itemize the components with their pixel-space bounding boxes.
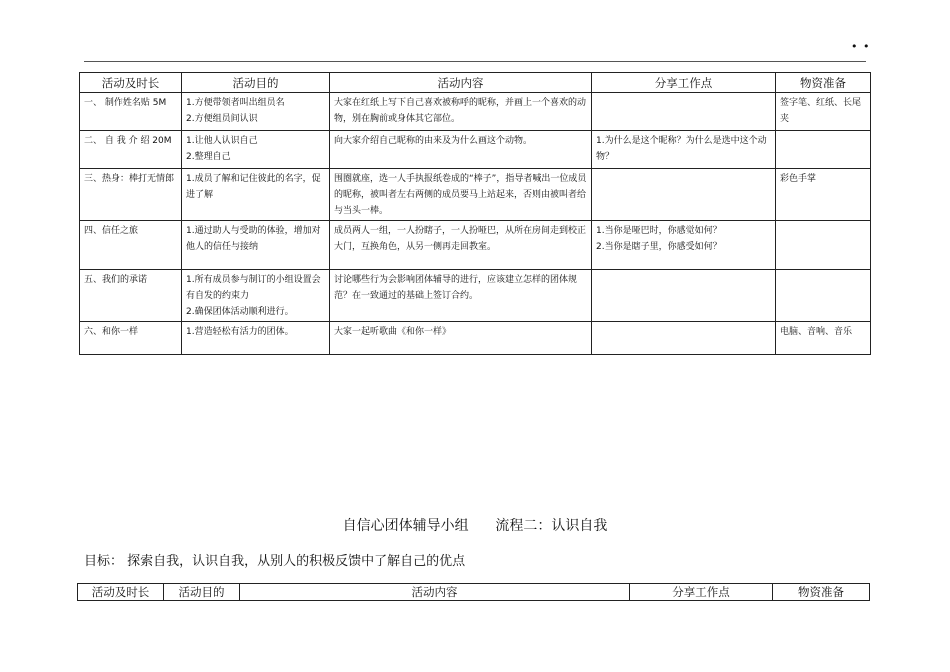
- cell-time: 四、信任之旅: [80, 221, 182, 270]
- header-time: 活动及时长: [80, 73, 182, 93]
- table-header-row: [78, 584, 870, 601]
- cell-purpose: 1.成员了解和记住彼此的名字，促进了解: [182, 169, 330, 221]
- cell-purpose: 1.方便带领者叫出组员名 2.方便组员间认识: [182, 93, 330, 131]
- cell-materials: 电脑、音响、音乐: [776, 322, 871, 355]
- cell-content: 大家一起听歌曲《和你一样》: [330, 322, 592, 355]
- cell-materials: [776, 270, 871, 322]
- cell-materials: [776, 221, 871, 270]
- table-header-row: [80, 73, 871, 93]
- table-row: [80, 322, 871, 355]
- cell-purpose: 1.让他人认识自己 2.整理自己: [182, 131, 330, 169]
- page-marker-dots: • •: [851, 40, 871, 53]
- header-purpose: 活动目的: [164, 584, 240, 601]
- header-materials: 物资准备: [776, 73, 871, 93]
- table-row: [80, 131, 871, 169]
- cell-share: 1.当你是哑巴时，你感觉如何？ 2.当你是瞎子里，你感受如何？: [592, 221, 776, 270]
- header-share: 分享工作点: [630, 584, 773, 601]
- cell-purpose: 1.营造轻松有活力的团体。: [182, 322, 330, 355]
- header-purpose: 活动目的: [182, 73, 330, 93]
- cell-share: [592, 169, 776, 221]
- cell-time: 一、 制作姓名贴 5M: [80, 93, 182, 131]
- cell-share: [592, 270, 776, 322]
- section-title: 自信心团体辅导小组 流程二：认识自我: [342, 518, 608, 534]
- table-row: [80, 221, 871, 270]
- cell-time: 六、和你一样: [80, 322, 182, 355]
- header-content: 活动内容: [330, 73, 592, 93]
- cell-content: 讨论哪些行为会影响团体辅导的进行，应该建立怎样的团体规范？在一致通过的基础上签订合约。: [330, 270, 592, 322]
- cell-time: 二、 自 我 介 绍 20M: [80, 131, 182, 169]
- cell-share: [592, 322, 776, 355]
- header-rule: [84, 61, 866, 62]
- table-row: [80, 93, 871, 131]
- table-row: [80, 270, 871, 322]
- header-share: 分享工作点: [592, 73, 776, 93]
- cell-materials: [776, 131, 871, 169]
- activity-table-2: [77, 583, 870, 601]
- cell-content: 围圈就座，选一人手执报纸卷成的“棒子”，指导者喊出一位成员的昵称，被叫者左右两侧的成员要马上站起来，否则由被叫者给与当头一棒。: [330, 169, 592, 221]
- cell-time: 三、热身：棒打无情郎: [80, 169, 182, 221]
- table-row: [80, 169, 871, 221]
- section-goal: 目标： 探索自我，认识自我，从别人的积极反馈中了解自己的优点: [84, 554, 466, 569]
- header-content: 活动内容: [240, 584, 630, 601]
- header-time: 活动及时长: [78, 584, 164, 601]
- cell-materials: 彩色手掌: [776, 169, 871, 221]
- cell-content: 成员两人一组，一人扮瞎子，一人扮哑巴，从所在房间走到校正大门，互换角色，从另一侧再走回教室。: [330, 221, 592, 270]
- cell-content: 向大家介绍自己昵称的由来及为什么画这个动物。: [330, 131, 592, 169]
- activity-table-1: [79, 72, 871, 355]
- cell-share: [592, 93, 776, 131]
- cell-time: 五、我们的承诺: [80, 270, 182, 322]
- cell-content: 大家在红纸上写下自己喜欢被称呼的昵称，并画上一个喜欢的动物，别在胸前或身体其它部位。: [330, 93, 592, 131]
- cell-materials: 签字笔、红纸、长尾夹: [776, 93, 871, 131]
- cell-purpose: 1.所有成员参与制订的小组设置会有自发的约束力 2.确保团体活动顺利进行。: [182, 270, 330, 322]
- header-materials: 物资准备: [773, 584, 870, 601]
- cell-purpose: 1.通过助人与受助的体验，增加对他人的信任与接纳: [182, 221, 330, 270]
- cell-share: 1.为什么是这个昵称？为什么是选中这个动物？: [592, 131, 776, 169]
